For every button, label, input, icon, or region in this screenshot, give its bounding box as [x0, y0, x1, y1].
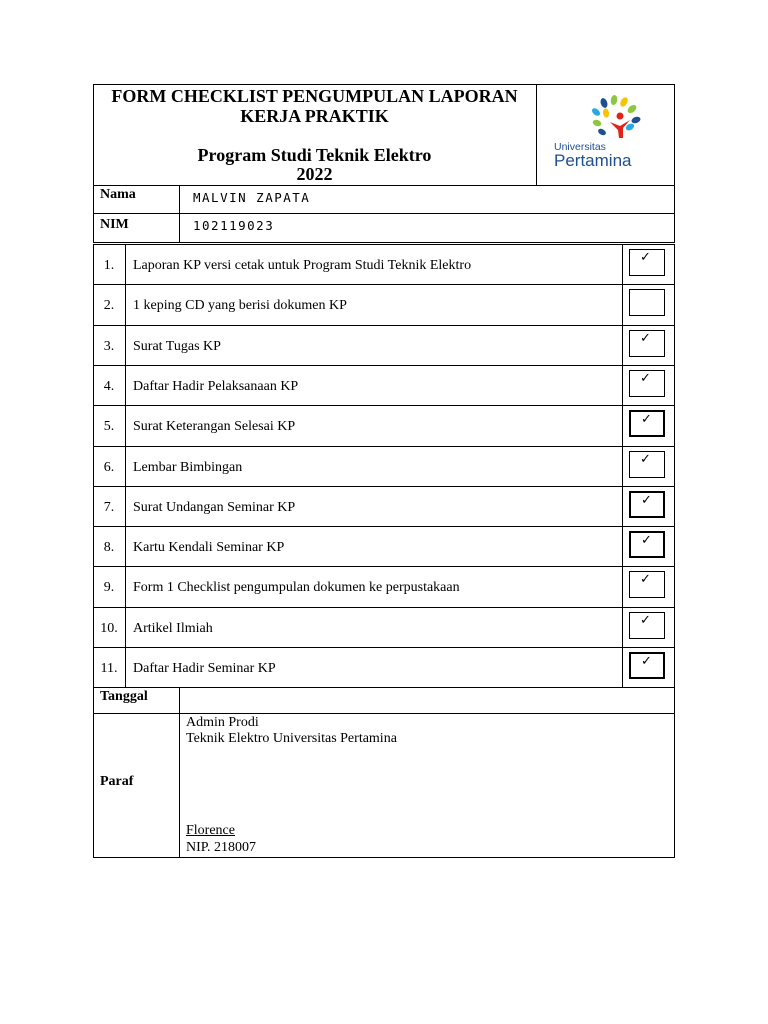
row-label: Laporan KP versi cetak untuk Program Studi Teknik Elektro [133, 258, 472, 273]
program-title: Program Studi Teknik Elektro [197, 145, 432, 165]
signer-nip: NIP. 218007 [186, 840, 257, 855]
signer-name: Florence [186, 823, 235, 838]
row-label: Surat Tugas KP [133, 338, 221, 354]
row-number: 4. [103, 378, 115, 394]
table-row [93, 405, 675, 445]
header-divider [536, 84, 537, 186]
check-mark-icon: ✓ [641, 492, 652, 508]
check-mark-icon: ✓ [641, 533, 652, 549]
row-label: Surat Undangan Seminar KP [133, 499, 296, 515]
row-number: 3. [103, 338, 115, 354]
check-mark-icon: ✓ [641, 654, 652, 669]
admin-title: Admin Prodi [186, 715, 259, 730]
row-number: 2. [103, 298, 115, 314]
svg-text:Universitas: Universitas [554, 141, 606, 153]
check-mark-icon: ✓ [640, 572, 651, 588]
footer-col-divider [179, 687, 180, 858]
row-number: 11. [100, 661, 118, 676]
checkbox[interactable] [629, 410, 665, 437]
row-number: 8. [103, 540, 115, 556]
row-label: Daftar Hadir Seminar KP [133, 661, 276, 676]
nama-value: MALVIN ZAPATA [193, 190, 311, 205]
checkbox[interactable] [629, 289, 665, 316]
paraf-label: Paraf [100, 774, 134, 789]
row-number: 10. [100, 620, 118, 636]
row-label: Form 1 Checklist pengumpulan dokumen ke perpustakaan [133, 580, 460, 596]
footer-divider [93, 713, 675, 714]
table-row [93, 325, 675, 365]
table-row [93, 446, 675, 486]
checkbox[interactable] [629, 451, 665, 478]
check-mark-icon: ✓ [640, 250, 651, 265]
checkbox[interactable] [629, 370, 665, 397]
check-mark-icon: ✓ [640, 612, 651, 628]
row-number: 7. [103, 499, 115, 515]
check-mark-icon: ✓ [640, 451, 651, 467]
checkbox[interactable] [629, 612, 665, 639]
admin-department: Teknik Elektro Universitas Pertamina [186, 731, 397, 746]
table-row [93, 526, 675, 566]
year-title: 2022 [296, 164, 333, 184]
checkbox[interactable] [629, 571, 665, 598]
checkbox[interactable] [629, 531, 665, 558]
identity-block [93, 185, 675, 243]
row-number: 9. [103, 580, 115, 596]
university-logo [548, 92, 668, 176]
checkbox[interactable] [629, 330, 665, 357]
row-number: 5. [103, 419, 115, 435]
identity-col-divider [179, 185, 180, 243]
pertamina-tree-logo-icon [548, 92, 668, 176]
tanggal-label: Tanggal [100, 689, 148, 704]
nim-label: NIM [100, 217, 129, 232]
checkbox[interactable] [629, 491, 665, 518]
nim-value: 102119023 [193, 218, 275, 233]
checkbox[interactable] [629, 652, 665, 679]
table-row [93, 284, 675, 324]
check-mark-icon: ✓ [640, 330, 651, 346]
table-row [93, 566, 675, 606]
form-title-line1: FORM CHECKLIST PENGUMPULAN LAPORAN [111, 86, 518, 106]
row-label: Lembar Bimbingan [133, 459, 243, 475]
row-label: Daftar Hadir Pelaksanaan KP [133, 378, 299, 394]
row-label: 1 keping CD yang berisi dokumen KP [133, 298, 347, 314]
identity-divider [93, 213, 675, 214]
row-label: Artikel Ilmiah [133, 620, 213, 636]
table-row [93, 647, 675, 687]
check-mark-icon: ✓ [641, 412, 652, 428]
row-number: 1. [103, 258, 115, 273]
table-row [93, 365, 675, 405]
table-row [93, 244, 675, 284]
table-row [93, 607, 675, 647]
checkbox[interactable] [629, 249, 665, 276]
nama-label: Nama [100, 187, 136, 202]
svg-text:Pertamina: Pertamina [554, 151, 632, 170]
row-label: Kartu Kendali Seminar KP [133, 540, 285, 556]
row-number: 6. [103, 459, 115, 475]
form-title-line2: KERJA PRAKTIK [240, 106, 389, 126]
row-label: Surat Keterangan Selesai KP [133, 419, 296, 435]
table-row [93, 486, 675, 526]
check-mark-icon: ✓ [640, 370, 651, 386]
